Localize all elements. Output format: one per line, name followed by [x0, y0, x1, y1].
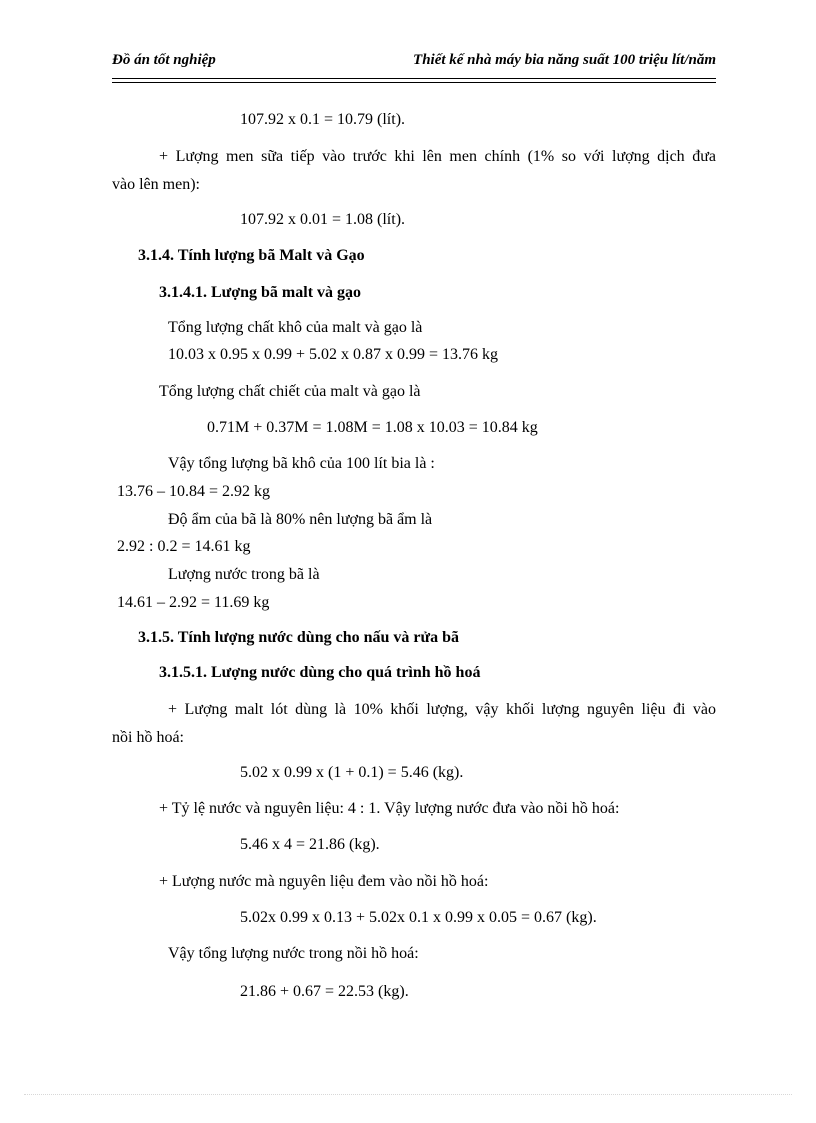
- formula-line: 0.71M + 0.37M = 1.08M = 1.08 x 10.03 = 10.84 kg: [207, 419, 538, 436]
- page-header: [112, 52, 716, 74]
- text-line: Vậy tổng lượng bã khô của 100 lít bia là :: [168, 455, 435, 472]
- page-bottom-divider: [24, 1094, 792, 1095]
- header-rule-top: [112, 78, 716, 79]
- formula-line: 2.92 : 0.2 = 14.61 kg: [117, 538, 251, 555]
- text-line: + Tỷ lệ nước và nguyên liệu: 4 : 1. Vậy lượng nước đưa vào nồi hồ hoá:: [159, 800, 620, 817]
- header-left-title: Đồ án tốt nghiệp: [112, 52, 216, 68]
- text-line: 107.92 x 0.1 = 10.79 (lít).: [240, 111, 406, 128]
- subsection-heading: 3.1.5.1. Lượng nước dùng cho quá trình hồ hoá: [159, 664, 481, 681]
- header-right-title: Thiết kế nhà máy bia năng suất 100 triệu lít/năm: [413, 52, 716, 68]
- paragraph-line: + Lượng men sữa tiếp vào trước khi lên men chính (1% so với lượng dịch đưa: [159, 148, 716, 165]
- text-line: + Lượng nước mà nguyên liệu đem vào nồi hồ hoá:: [159, 873, 489, 890]
- formula-line: 10.03 x 0.95 x 0.99 + 5.02 x 0.87 x 0.99 = 13.76 kg: [168, 346, 499, 363]
- section-heading: 3.1.4. Tính lượng bã Malt và Gạo: [138, 247, 365, 264]
- formula-line: 5.02 x 0.99 x (1 + 0.1) = 5.46 (kg).: [240, 764, 464, 781]
- header-rule-bottom: [112, 82, 716, 83]
- text-line: Vậy tổng lượng nước trong nồi hồ hoá:: [168, 945, 419, 962]
- formula-line: 14.61 – 2.92 = 11.69 kg: [117, 594, 270, 611]
- text-line: nồi hồ hoá:: [112, 729, 184, 746]
- formula-line: 107.92 x 0.01 = 1.08 (lít).: [240, 211, 406, 228]
- formula-line: 5.46 x 4 = 21.86 (kg).: [240, 836, 380, 853]
- text-line: vào lên men):: [112, 176, 200, 193]
- text-line: Lượng nước trong bã là: [168, 566, 320, 583]
- section-heading: 3.1.5. Tính lượng nước dùng cho nấu và rửa bã: [138, 629, 459, 646]
- text-line: Tổng lượng chất khô của malt và gạo là: [168, 319, 423, 336]
- text-line: Tổng lượng chất chiết của malt và gạo là: [159, 383, 421, 400]
- formula-line: 21.86 + 0.67 = 22.53 (kg).: [240, 983, 409, 1000]
- text-line: Độ ẩm của bã là 80% nên lượng bã ẩm là: [168, 511, 433, 528]
- formula-line: 5.02x 0.99 x 0.13 + 5.02x 0.1 x 0.99 x 0.05 = 0.67 (kg).: [240, 909, 597, 926]
- formula-line: 13.76 – 10.84 = 2.92 kg: [117, 483, 271, 500]
- paragraph-line: + Lượng malt lót dùng là 10% khối lượng, vậy khối lượng nguyên liệu đi vào: [168, 701, 716, 718]
- subsection-heading: 3.1.4.1. Lượng bã malt và gạo: [159, 284, 362, 301]
